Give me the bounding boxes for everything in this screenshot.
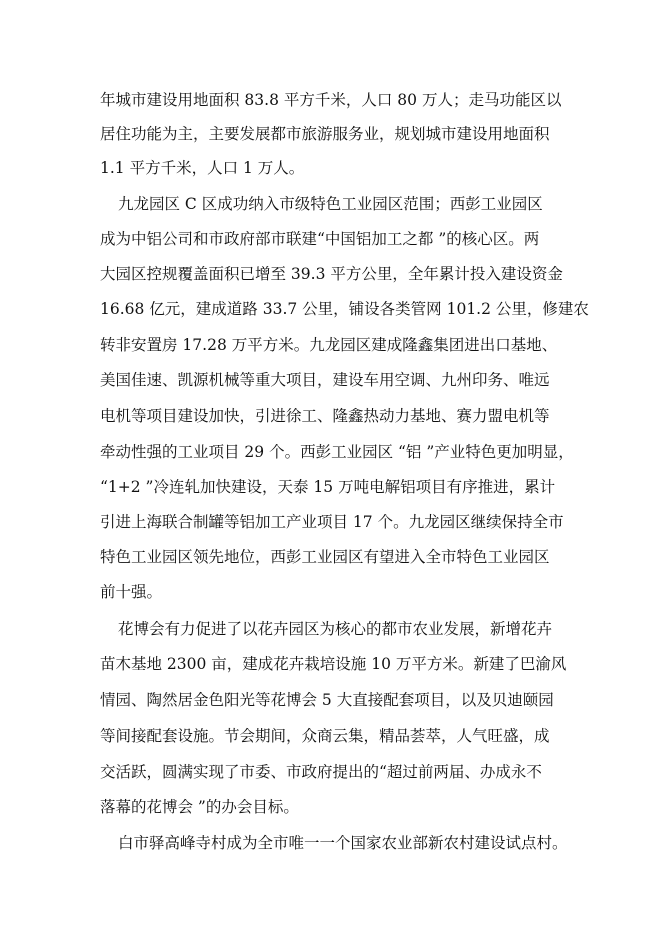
body-text-line: 16.68 亿元，建成道路 33.7 公里，铺设各类管网 101.2 公里，修建农 (100, 300, 589, 318)
body-text-line: 牵动性强的工业项目 29 个。西彭工业园区 “铝 ”产业特色更加明显， (100, 443, 574, 461)
body-text-line: 引进上海联合制罐等铝加工产业项目 17 个。九龙园区继续保持全市 (100, 513, 564, 531)
body-text-line: 情园、陶然居金色阳光等花博会 5 大直接配套项目，以及贝迪颐园 (100, 691, 554, 709)
body-text-line: 年城市建设用地面积 83.8 平方千米，人口 80 万人；走马功能区以 (100, 91, 562, 109)
body-text-line: 美国佳速、凯源机械等重大项目，建设车用空调、九州印务、唯远 (100, 371, 550, 389)
body-text-line: 交活跃，圆满实现了市委、市政府提出的“超过前两届、办成永不 (100, 763, 542, 781)
body-text-line: 特色工业园区领先地位，西彭工业园区有望进入全市特色工业园区 (100, 548, 550, 566)
body-text-line: 成为中铝公司和市政府部市联建“中国铝加工之都 ”的核心区。两 (100, 230, 540, 248)
body-text-line: 转非安置房 17.28 万平方米。九龙园区建成隆鑫集团进出口基地、 (100, 336, 558, 354)
body-text-line: 前十强。 (100, 583, 163, 601)
body-text-line: 苗木基地 2300 亩，建成花卉栽培设施 10 万平方米。新建了巴渝风 (100, 655, 567, 673)
paragraph-first-line: 花博会有力促进了以花卉园区为核心的都市农业发展，新增花卉 (118, 620, 553, 638)
body-text-line: “1+2 ”冷连轧加快建设，天泰 15 万吨电解铝项目有序推进，累计 (100, 478, 556, 496)
body-text-line: 居住功能为主，主要发展都市旅游服务业，规划城市建设用地面积 (100, 125, 550, 143)
body-text-line: 等间接配套设施。节会期间，众商云集，精品荟萃，人气旺盛，成 (100, 727, 550, 745)
body-text-line: 落幕的花博会 ”的办会目标。 (100, 798, 299, 816)
body-text-line: 电机等项目建设加快，引进徐工、隆鑫热动力基地、赛力盟电机等 (100, 407, 550, 425)
body-text-line: 1.1 平方千米，人口 1 万人。 (100, 159, 305, 177)
paragraph-first-line: 九龙园区 C 区成功纳入市级特色工业园区范围；西彭工业园区 (118, 195, 543, 213)
body-text-line: 大园区控规覆盖面积已增至 39.3 平方公里，全年累计投入建设资金 (100, 265, 563, 283)
paragraph-first-line: 白市驿高峰寺村成为全市唯一一个国家农业部新农村建设试点村。 (118, 834, 568, 852)
